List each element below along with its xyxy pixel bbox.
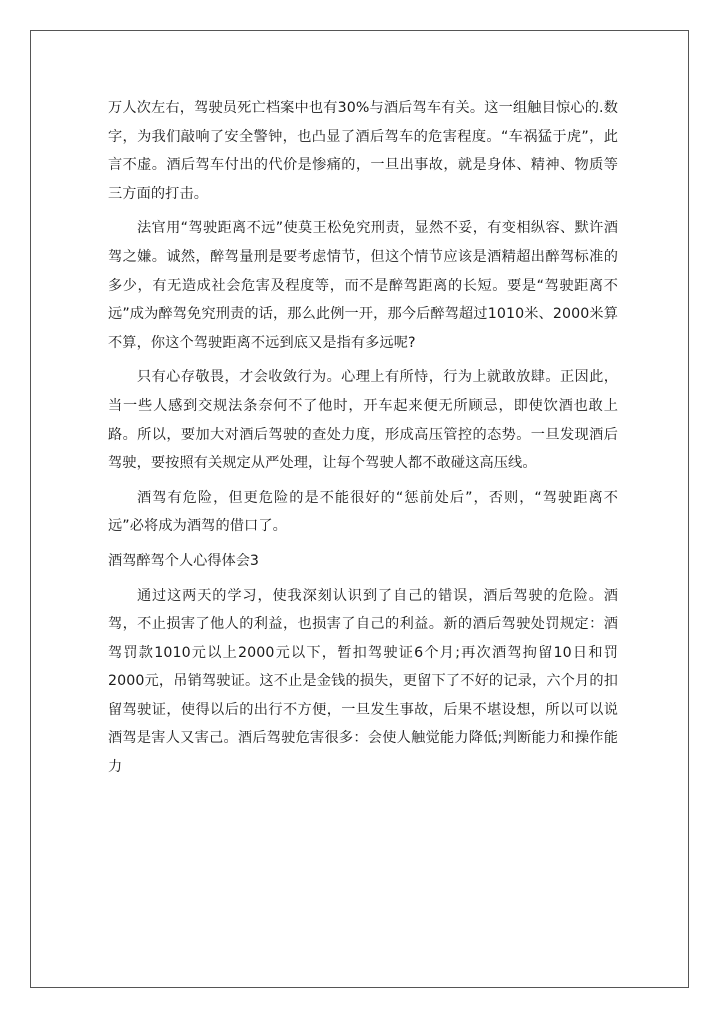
paragraph-study-reflection: 通过这两天的学习，使我深刻认识到了自己的错误，酒后驾驶的危险。酒驾，不止损害了他人的利益，也损害了自己的利益。新的酒后驾驶处罚规定：酒驾罚款1010元以上2000元以下，暂扣驾驶证6个月;再次酒驾拘留10日和罚2000元，吊销驾驶证。这不止是金钱的损失，更留下了不好的记录，六个月的扣留驾驶证，使得以后的出行不方便，一旦发生事故，后果不堪设想，所以可以说酒驾是害人又害己。酒后驾驶危害很多：会使人触觉能力降低;判断能力和操作能力: [108, 587, 618, 776]
paragraph-danger: 酒驾有危险，但更危险的是不能很好的“惩前处后”，否则，“驾驶距离不远”必将成为酒驾的借口了。: [108, 489, 618, 535]
paragraph-judge-ruling: 法官用“驾驶距离不远”使莫王松免究刑责，显然不妥，有变相纵容、默许酒驾之嫌。诚然，醉驾量刑是要考虑情节，但这个情节应该是酒精超出醉驾标准的多少，有无造成社会危害及程度等，而不是醉驾距离的长短。要是“驾驶距离不远”成为醉驾免究刑责的话，那么此例一开，那今后醉驾超过1010米、2000米算不算，你这个驾驶距离不远到底又是指有多远呢?: [108, 220, 618, 351]
document-body: [108, 94, 618, 782]
section-heading: 酒驾醉驾个人心得体会3: [108, 552, 259, 569]
paragraph-continued: 万人次左右，驾驶员死亡档案中也有30%与酒后驾车有关。这一组触目惊心的.数字，为我们敲响了安全警钟，也凸显了酒后驾车的危害程度。“车祸猛于虎”，此言不虚。酒后驾车付出的代价是惨痛的，一旦出事故，就是身体、精神、物质等三方面的打击。: [108, 100, 618, 202]
paragraph-awe: 只有心存敬畏，才会收敛行为。心理上有所恃，行为上就敢放肆。正因此，当一些人感到交规法条奈何不了他时，开车起来便无所顾忌，即使饮酒也敢上路。所以，要加大对酒后驾驶的查处力度，形成高压管控的态势。一旦发现酒后驾驶，要按照有关规定从严处理，让每个驾驶人都不敢碰这高压线。: [108, 369, 618, 472]
